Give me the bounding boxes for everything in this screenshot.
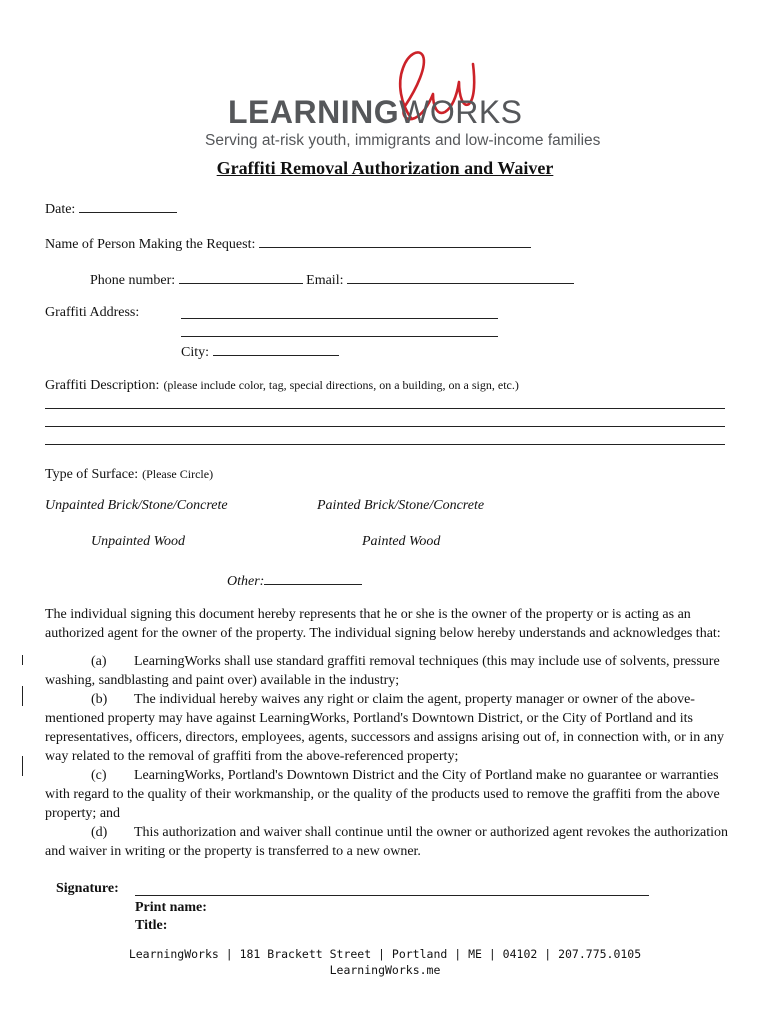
title-label: Title: [135, 918, 168, 933]
description-label: Graffiti Description: [45, 378, 160, 393]
clause-text: LearningWorks shall use standard graffiti removal techniques (this may include use of solvents, pressure washing, sandblasting and paint over) available in the industry; [45, 654, 720, 688]
margin-mark [22, 686, 23, 706]
phone-field[interactable] [179, 269, 303, 284]
logo-tagline: Serving at-risk youth, immigrants and low-income families [205, 132, 601, 149]
print-name-label: Print name: [135, 900, 207, 915]
clause-label: (b) [91, 692, 108, 707]
option-unpainted-brick[interactable]: Unpainted Brick/Stone/Concrete [45, 498, 228, 513]
margin-mark [22, 756, 23, 776]
intro-paragraph: The individual signing this document hereby represents that he or she is the owner of the property or is acting as an authorized agent for the owner of the property. The individual signing below hereby understands and acknowledges that: [45, 607, 721, 641]
surface-row [45, 465, 213, 483]
address-line-1[interactable] [181, 318, 498, 319]
option-other[interactable]: Other: [227, 574, 265, 589]
description-line-2[interactable] [45, 426, 725, 427]
address-label: Graffiti Address: [45, 305, 140, 320]
clause-d [45, 823, 730, 861]
footer-website: LearningWorks.me [329, 963, 441, 977]
option-painted-brick[interactable]: Painted Brick/Stone/Concrete [317, 498, 485, 513]
clause-label: (d) [91, 825, 108, 840]
surface-label: Type of Surface: [45, 467, 139, 482]
requester-field[interactable] [259, 233, 531, 248]
logo-wordmark [228, 94, 523, 131]
date-field[interactable] [79, 198, 177, 213]
option-painted-wood[interactable]: Painted Wood [362, 534, 441, 549]
footer-contact-line: LearningWorks | 181 Brackett Street | Portland | ME | 04102 | 207.775.0105 [128, 947, 642, 961]
description-row [45, 376, 519, 394]
clause-text: LearningWorks, Portland's Downtown District and the City of Portland make no guarantee or warranties with regard to the quality of their workmanship, or the quality of the products used to remove the graffiti from the above property; and [45, 768, 720, 821]
clause-c [45, 766, 730, 823]
clause-label: (c) [91, 768, 107, 783]
signature-field[interactable] [135, 895, 649, 896]
city-row [181, 341, 339, 361]
clause-a [45, 652, 730, 690]
logo-word-works: WORKS [399, 94, 523, 130]
phone-email-row [90, 269, 574, 289]
requester-row [45, 233, 531, 253]
form-title: Graffiti Removal Authorization and Waiver [216, 158, 554, 178]
other-field[interactable] [264, 570, 362, 585]
logo-word-learning: LEARNING [228, 94, 400, 130]
description-line-3[interactable] [45, 444, 725, 445]
date-label: Date: [45, 202, 76, 217]
email-field[interactable] [347, 269, 574, 284]
clause-text: This authorization and waiver shall continue until the owner or authorized agent revokes the authorization and waiver in writing or the property is transferred to a new owner. [45, 825, 729, 859]
option-other-row [227, 570, 362, 590]
address-line-2[interactable] [181, 336, 498, 337]
description-hint: (please include color, tag, special directions, on a building, on a sign, etc.) [163, 378, 519, 392]
footer [0, 946, 770, 978]
city-label: City: [181, 345, 210, 360]
surface-hint: (Please Circle) [142, 467, 214, 481]
email-label: Email: [306, 273, 344, 288]
option-unpainted-wood[interactable]: Unpainted Wood [91, 534, 185, 549]
legal-text [45, 605, 730, 861]
clause-label: (a) [91, 654, 107, 669]
signature-label: Signature: [56, 881, 119, 896]
description-line-1[interactable] [45, 408, 725, 409]
requester-label: Name of Person Making the Request: [45, 237, 256, 252]
phone-label: Phone number: [90, 273, 176, 288]
clause-b [45, 690, 730, 766]
clause-text: The individual hereby waives any right or claim the agent, property manager or owner of the above-mentioned property may have against LearningWorks, Portland's Downtown District, or the City of Portland and its representatives, officers, directors, employees, agents, successors and assigns arising out of, in connection with, or in any way related to the removal of graffiti from the above-referenced property; [45, 692, 724, 764]
date-row [45, 198, 177, 218]
city-field[interactable] [213, 341, 339, 356]
margin-mark [22, 655, 23, 665]
